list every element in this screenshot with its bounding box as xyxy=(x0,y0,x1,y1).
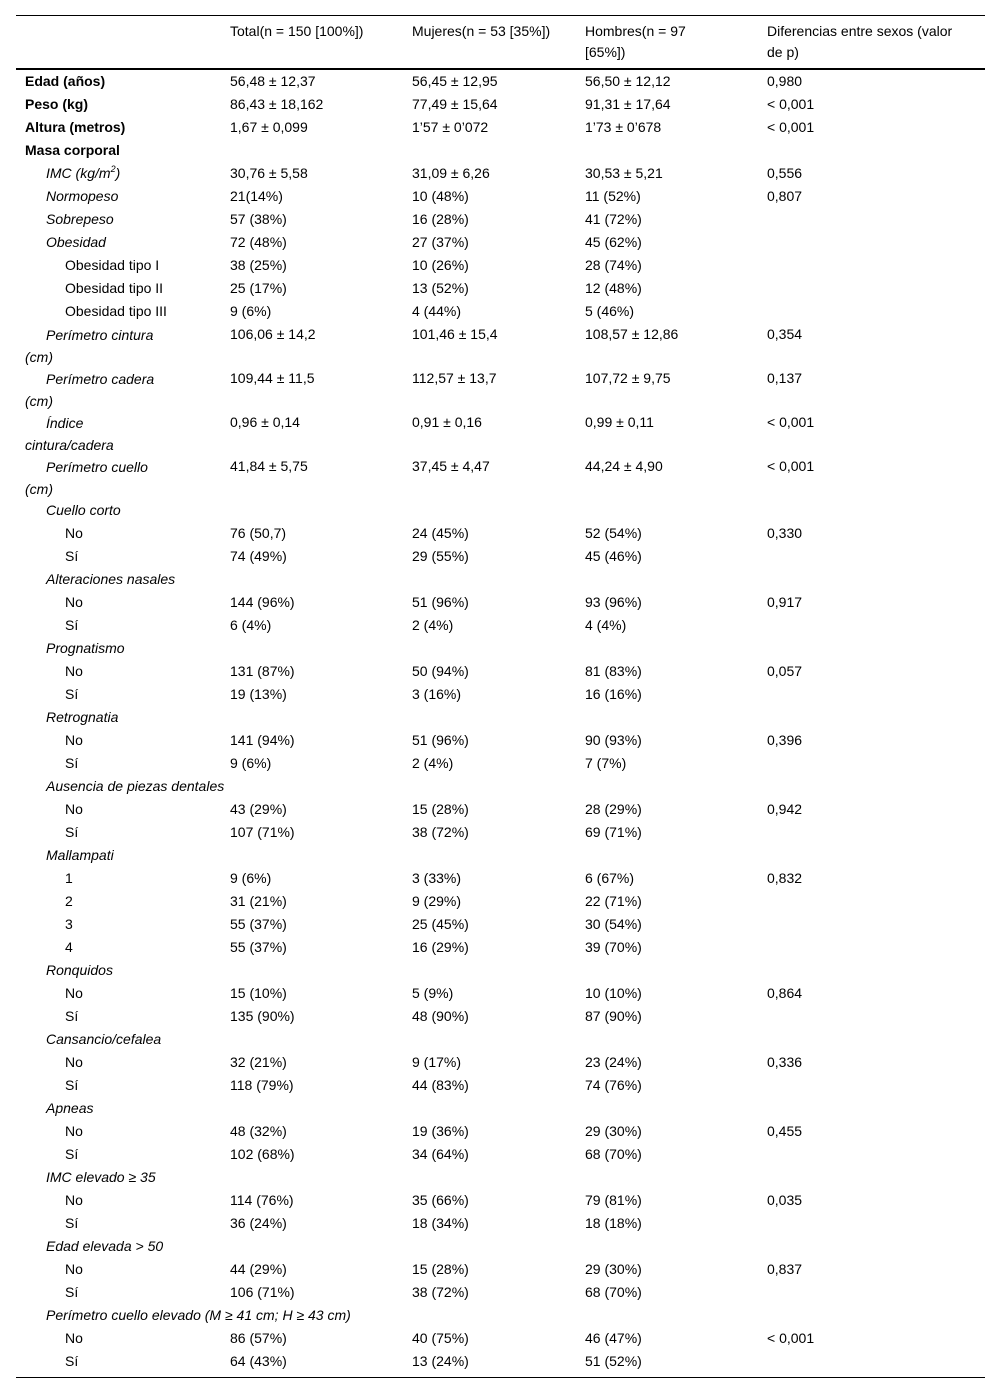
cell-p-value: < 0,001 xyxy=(767,119,815,135)
row-label-text: Sí xyxy=(65,1284,79,1300)
cell-hombres: 1’73 ± 0’678 xyxy=(585,119,662,135)
row-label-text: Obesidad tipo III xyxy=(65,303,167,319)
row-label-superscript: 2 xyxy=(110,164,116,174)
cell-mujeres: 35 (66%) xyxy=(412,1192,469,1208)
row-label xyxy=(46,638,125,659)
row-label-text: No xyxy=(65,1261,83,1277)
row-label-continuation: (cm) xyxy=(25,393,53,409)
cell-mujeres: 15 (28%) xyxy=(412,801,469,817)
row-label xyxy=(65,822,78,843)
row-label-text: Índice xyxy=(46,415,84,431)
cell-hombres: 6 (67%) xyxy=(585,870,635,886)
cell-total: 144 (96%) xyxy=(230,594,295,610)
cell-total: 9 (6%) xyxy=(230,303,272,319)
cell-hombres: 39 (70%) xyxy=(585,939,642,955)
cell-total: 19 (13%) xyxy=(230,686,287,702)
cell-p-value: 0,837 xyxy=(767,1261,803,1277)
cell-total: 86,43 ± 18,162 xyxy=(230,96,324,112)
row-label xyxy=(65,301,167,322)
cell-mujeres: 50 (94%) xyxy=(412,663,469,679)
cell-hombres: 52 (54%) xyxy=(585,525,642,541)
cell-p-value: < 0,001 xyxy=(767,96,815,112)
cell-total: 55 (37%) xyxy=(230,916,287,932)
cell-p-value: 0,980 xyxy=(767,73,803,89)
cell-p-value: 0,396 xyxy=(767,732,803,748)
cell-p-value: 0,354 xyxy=(767,326,803,342)
row-label xyxy=(46,209,114,230)
row-label-text: Sí xyxy=(65,824,79,840)
row-label-text: 3 xyxy=(65,916,73,932)
cell-p-value: 0,556 xyxy=(767,165,803,181)
cell-hombres: 45 (62%) xyxy=(585,234,642,250)
cell-mujeres: 56,45 ± 12,95 xyxy=(412,73,498,89)
row-label xyxy=(65,523,83,544)
row-label xyxy=(25,368,155,412)
cell-mujeres: 3 (33%) xyxy=(412,870,462,886)
cell-total: 118 (79%) xyxy=(230,1077,294,1093)
cell-total: 15 (10%) xyxy=(230,985,287,1001)
cell-total: 106,06 ± 14,2 xyxy=(230,326,316,342)
row-label xyxy=(25,71,105,92)
cell-p-value: 0,942 xyxy=(767,801,803,817)
row-label xyxy=(25,324,154,368)
row-label-continuation: (cm) xyxy=(25,349,53,365)
row-label-text: Perímetro cuello xyxy=(46,459,148,475)
header-diferencias: Diferencias entre sexos (valor de p) xyxy=(767,23,953,60)
row-label-text: Obesidad xyxy=(46,234,106,250)
row-label xyxy=(65,1190,83,1211)
cell-hombres: 79 (81%) xyxy=(585,1192,642,1208)
cell-mujeres: 51 (96%) xyxy=(412,594,469,610)
cell-hombres: 81 (83%) xyxy=(585,663,642,679)
cell-p-value: < 0,001 xyxy=(767,1330,815,1346)
cell-hombres: 68 (70%) xyxy=(585,1284,642,1300)
row-label-text: Sí xyxy=(65,686,79,702)
row-label xyxy=(65,546,78,567)
cell-p-value: 0,807 xyxy=(767,188,803,204)
row-label xyxy=(65,1052,83,1073)
cell-total: 48 (32%) xyxy=(230,1123,287,1139)
row-label-text: No xyxy=(65,594,83,610)
cell-hombres: 74 (76%) xyxy=(585,1077,642,1093)
cell-mujeres: 2 (4%) xyxy=(412,755,454,771)
row-label xyxy=(65,1213,78,1234)
row-label xyxy=(25,94,88,115)
row-label xyxy=(65,1351,78,1372)
row-label-text: Ausencia de piezas dentales xyxy=(46,778,225,794)
row-label xyxy=(46,845,114,866)
row-label xyxy=(65,753,78,774)
row-label xyxy=(46,1167,156,1188)
cell-p-value: 0,035 xyxy=(767,1192,803,1208)
row-label xyxy=(65,799,83,820)
cell-hombres: 7 (7%) xyxy=(585,755,627,771)
cell-total: 107 (71%) xyxy=(230,824,295,840)
row-label-text: 1 xyxy=(65,870,73,886)
row-label xyxy=(46,1236,163,1257)
row-label xyxy=(65,983,83,1004)
cell-total: 9 (6%) xyxy=(230,755,272,771)
row-label-text: No xyxy=(65,663,83,679)
header-total: Total(n = 150 [100%]) xyxy=(230,23,364,39)
row-label-text: Sí xyxy=(65,1353,79,1369)
cell-mujeres: 3 (16%) xyxy=(412,686,462,702)
cell-total: 56,48 ± 12,37 xyxy=(230,73,316,89)
cell-total: 9 (6%) xyxy=(230,870,272,886)
cell-hombres: 23 (24%) xyxy=(585,1054,642,1070)
row-label xyxy=(46,232,106,253)
row-label-text: Sí xyxy=(65,1215,79,1231)
cell-mujeres: 9 (29%) xyxy=(412,893,462,909)
row-label xyxy=(65,1144,78,1165)
cell-hombres: 46 (47%) xyxy=(585,1330,642,1346)
cell-hombres: 90 (93%) xyxy=(585,732,642,748)
row-label xyxy=(65,868,73,889)
cell-mujeres: 48 (90%) xyxy=(412,1008,469,1024)
row-label xyxy=(65,278,163,299)
cell-hombres: 69 (71%) xyxy=(585,824,642,840)
cell-mujeres: 101,46 ± 15,4 xyxy=(412,326,498,342)
row-label-text: Altura (metros) xyxy=(25,119,126,135)
row-label xyxy=(65,1075,78,1096)
row-label-text: 2 xyxy=(65,893,73,909)
cell-mujeres: 4 (44%) xyxy=(412,303,462,319)
cell-hombres: 28 (74%) xyxy=(585,257,642,273)
table-bottom-rule xyxy=(16,1377,985,1378)
row-label-text: No xyxy=(65,1192,83,1208)
row-label-text: Retrognatia xyxy=(46,709,119,725)
cell-p-value: 0,864 xyxy=(767,985,803,1001)
cell-p-value: 0,336 xyxy=(767,1054,803,1070)
row-label-text: Ronquidos xyxy=(46,962,113,978)
header-bottom-rule xyxy=(16,68,985,70)
cell-total: 38 (25%) xyxy=(230,257,287,273)
row-label-text: Sí xyxy=(65,1008,79,1024)
cell-total: 114 (76%) xyxy=(230,1192,294,1208)
cell-mujeres: 29 (55%) xyxy=(412,548,469,564)
cell-mujeres: 9 (17%) xyxy=(412,1054,462,1070)
cell-total: 141 (94%) xyxy=(230,732,295,748)
row-label-text: Edad (años) xyxy=(25,73,106,89)
cell-mujeres: 19 (36%) xyxy=(412,1123,469,1139)
row-label xyxy=(46,1305,351,1326)
cell-mujeres: 13 (24%) xyxy=(412,1353,469,1369)
table-top-rule xyxy=(16,15,985,16)
cell-hombres: 108,57 ± 12,86 xyxy=(585,326,679,342)
row-label-text: No xyxy=(65,985,83,1001)
cell-p-value: 0,832 xyxy=(767,870,803,886)
row-label xyxy=(25,140,120,161)
cell-hombres: 51 (52%) xyxy=(585,1353,642,1369)
row-label xyxy=(65,937,73,958)
cell-hombres: 30,53 ± 5,21 xyxy=(585,165,663,181)
row-label-text: Perímetro cintura xyxy=(46,327,154,343)
row-label-text: Sí xyxy=(65,755,79,771)
cell-total: 36 (24%) xyxy=(230,1215,287,1231)
cell-p-value: 0,455 xyxy=(767,1123,803,1139)
row-label-text: Cansancio/cefalea xyxy=(46,1031,162,1047)
row-label-text: Perímetro cuello elevado (M ≥ 41 cm; H ≥ 43 cm) xyxy=(46,1307,351,1323)
cell-total: 30,76 ± 5,58 xyxy=(230,165,308,181)
cell-total: 72 (48%) xyxy=(230,234,287,250)
row-label-text: Perímetro cadera xyxy=(46,371,155,387)
row-label-text: Sí xyxy=(65,1146,79,1162)
row-label xyxy=(65,661,83,682)
row-label-text: Alteraciones nasales xyxy=(46,571,176,587)
row-label xyxy=(65,891,73,912)
cell-p-value: 0,057 xyxy=(767,663,803,679)
cell-mujeres: 15 (28%) xyxy=(412,1261,469,1277)
row-label-text: Cuello corto xyxy=(46,502,121,518)
cell-total: 32 (21%) xyxy=(230,1054,287,1070)
row-label-text: No xyxy=(65,801,83,817)
row-label xyxy=(46,960,113,981)
row-label xyxy=(65,1328,83,1349)
row-label-text: IMC elevado ≥ 35 xyxy=(46,1169,156,1185)
row-label xyxy=(46,500,121,521)
row-label xyxy=(65,730,83,751)
cell-hombres: 93 (96%) xyxy=(585,594,642,610)
row-label-text: No xyxy=(65,732,83,748)
row-label xyxy=(46,1029,161,1050)
cell-mujeres: 10 (26%) xyxy=(412,257,469,273)
cell-mujeres: 25 (45%) xyxy=(412,916,469,932)
row-label xyxy=(25,412,114,456)
row-label xyxy=(46,707,118,728)
cell-total: 109,44 ± 11,5 xyxy=(230,370,315,386)
cell-hombres: 44,24 ± 4,90 xyxy=(585,458,663,474)
cell-mujeres: 44 (83%) xyxy=(412,1077,469,1093)
cell-total: 64 (43%) xyxy=(230,1353,287,1369)
cell-total: 102 (68%) xyxy=(230,1146,295,1162)
cell-total: 31 (21%) xyxy=(230,893,287,909)
cell-p-value: 0,330 xyxy=(767,525,803,541)
row-label xyxy=(46,776,224,797)
cell-total: 86 (57%) xyxy=(230,1330,287,1346)
row-label xyxy=(46,186,118,207)
row-label-text: Sí xyxy=(65,548,79,564)
cell-total: 44 (29%) xyxy=(230,1261,287,1277)
cell-p-value: 0,137 xyxy=(767,370,803,386)
cell-mujeres: 38 (72%) xyxy=(412,824,469,840)
cell-total: 106 (71%) xyxy=(230,1284,295,1300)
cell-mujeres: 51 (96%) xyxy=(412,732,469,748)
row-label-text: Sobrepeso xyxy=(46,211,114,227)
cell-hombres: 28 (29%) xyxy=(585,801,642,817)
cell-p-value: < 0,001 xyxy=(767,458,815,474)
cell-p-value: < 0,001 xyxy=(767,414,815,430)
cell-mujeres: 31,09 ± 6,26 xyxy=(412,165,490,181)
cell-mujeres: 27 (37%) xyxy=(412,234,469,250)
cell-mujeres: 0,91 ± 0,16 xyxy=(412,414,482,430)
cell-hombres: 87 (90%) xyxy=(585,1008,642,1024)
cell-mujeres: 77,49 ± 15,64 xyxy=(412,96,498,112)
cell-total: 0,96 ± 0,14 xyxy=(230,414,300,430)
cell-total: 1,67 ± 0,099 xyxy=(230,119,308,135)
row-label-text: No xyxy=(65,1054,83,1070)
cell-hombres: 0,99 ± 0,11 xyxy=(585,414,654,430)
cell-total: 41,84 ± 5,75 xyxy=(230,458,308,474)
cell-mujeres: 112,57 ± 13,7 xyxy=(412,370,497,386)
row-label-continuation: cintura/cadera xyxy=(25,437,114,453)
cell-hombres: 18 (18%) xyxy=(585,1215,642,1231)
row-label xyxy=(65,684,78,705)
row-label-text: Peso (kg) xyxy=(25,96,89,112)
cell-total: 25 (17%) xyxy=(230,280,287,296)
cell-mujeres: 10 (48%) xyxy=(412,188,469,204)
cell-p-value: 0,917 xyxy=(767,594,803,610)
cell-total: 6 (4%) xyxy=(230,617,272,633)
row-label-continuation: (cm) xyxy=(25,481,53,497)
header-mujeres: Mujeres(n = 53 [35%]) xyxy=(412,23,551,39)
cell-total: 135 (90%) xyxy=(230,1008,295,1024)
row-label-text: No xyxy=(65,1330,83,1346)
row-label xyxy=(65,615,78,636)
row-label-text: Obesidad tipo I xyxy=(65,257,160,273)
row-label-text: Prognatismo xyxy=(46,640,125,656)
cell-total: 131 (87%) xyxy=(230,663,295,679)
cell-total: 21(14%) xyxy=(230,188,283,204)
row-label-text: Obesidad tipo II xyxy=(65,280,164,296)
row-label-text: Masa corporal xyxy=(25,142,120,158)
cell-mujeres: 38 (72%) xyxy=(412,1284,469,1300)
cell-hombres: 30 (54%) xyxy=(585,916,642,932)
cell-hombres: 4 (4%) xyxy=(585,617,627,633)
row-label-text: No xyxy=(65,525,83,541)
row-label-suffix: ) xyxy=(115,165,121,181)
row-label xyxy=(25,456,148,500)
row-label-text: Sí xyxy=(65,617,79,633)
cell-total: 43 (29%) xyxy=(230,801,287,817)
cell-hombres: 29 (30%) xyxy=(585,1123,642,1139)
cell-hombres: 91,31 ± 17,64 xyxy=(585,96,671,112)
cell-total: 57 (38%) xyxy=(230,211,287,227)
cell-mujeres: 2 (4%) xyxy=(412,617,454,633)
cell-hombres: 16 (16%) xyxy=(585,686,642,702)
row-label-text: Mallampati xyxy=(46,847,114,863)
cell-mujeres: 18 (34%) xyxy=(412,1215,469,1231)
cell-hombres: 5 (46%) xyxy=(585,303,635,319)
row-label xyxy=(46,569,175,590)
row-label xyxy=(65,914,73,935)
row-label-text: 4 xyxy=(65,939,73,955)
row-label xyxy=(65,1121,83,1142)
cell-hombres: 45 (46%) xyxy=(585,548,642,564)
cell-hombres: 41 (72%) xyxy=(585,211,642,227)
cell-hombres: 22 (71%) xyxy=(585,893,642,909)
cell-mujeres: 16 (28%) xyxy=(412,211,469,227)
cell-hombres: 11 (52%) xyxy=(585,188,641,204)
row-label-text: IMC (kg/m xyxy=(46,165,111,181)
cell-mujeres: 1’57 ± 0’072 xyxy=(412,119,489,135)
row-label xyxy=(65,255,159,276)
row-label xyxy=(65,1006,78,1027)
row-label-text: Normopeso xyxy=(46,188,119,204)
cell-mujeres: 16 (29%) xyxy=(412,939,469,955)
cell-mujeres: 37,45 ± 4,47 xyxy=(412,458,490,474)
cell-hombres: 56,50 ± 12,12 xyxy=(585,73,671,89)
row-label xyxy=(46,163,120,184)
row-label xyxy=(65,1282,78,1303)
cell-hombres: 12 (48%) xyxy=(585,280,642,296)
cell-hombres: 107,72 ± 9,75 xyxy=(585,370,671,386)
cell-total: 74 (49%) xyxy=(230,548,287,564)
cell-total: 76 (50,7) xyxy=(230,525,287,541)
cell-mujeres: 40 (75%) xyxy=(412,1330,469,1346)
row-label xyxy=(65,592,83,613)
cell-hombres: 10 (10%) xyxy=(585,985,642,1001)
row-label-text: Apneas xyxy=(46,1100,94,1116)
row-label-text: Edad elevada > 50 xyxy=(46,1238,164,1254)
cell-mujeres: 24 (45%) xyxy=(412,525,469,541)
row-label xyxy=(25,117,125,138)
row-label xyxy=(46,1098,93,1119)
row-label-text: Sí xyxy=(65,1077,79,1093)
cell-total: 55 (37%) xyxy=(230,939,287,955)
row-label xyxy=(65,1259,83,1280)
cell-hombres: 68 (70%) xyxy=(585,1146,642,1162)
cell-mujeres: 13 (52%) xyxy=(412,280,469,296)
cell-mujeres: 5 (9%) xyxy=(412,985,454,1001)
cell-mujeres: 34 (64%) xyxy=(412,1146,469,1162)
header-hombres: Hombres(n = 97 [65%]) xyxy=(585,23,686,60)
row-label-text: No xyxy=(65,1123,83,1139)
cell-hombres: 29 (30%) xyxy=(585,1261,642,1277)
